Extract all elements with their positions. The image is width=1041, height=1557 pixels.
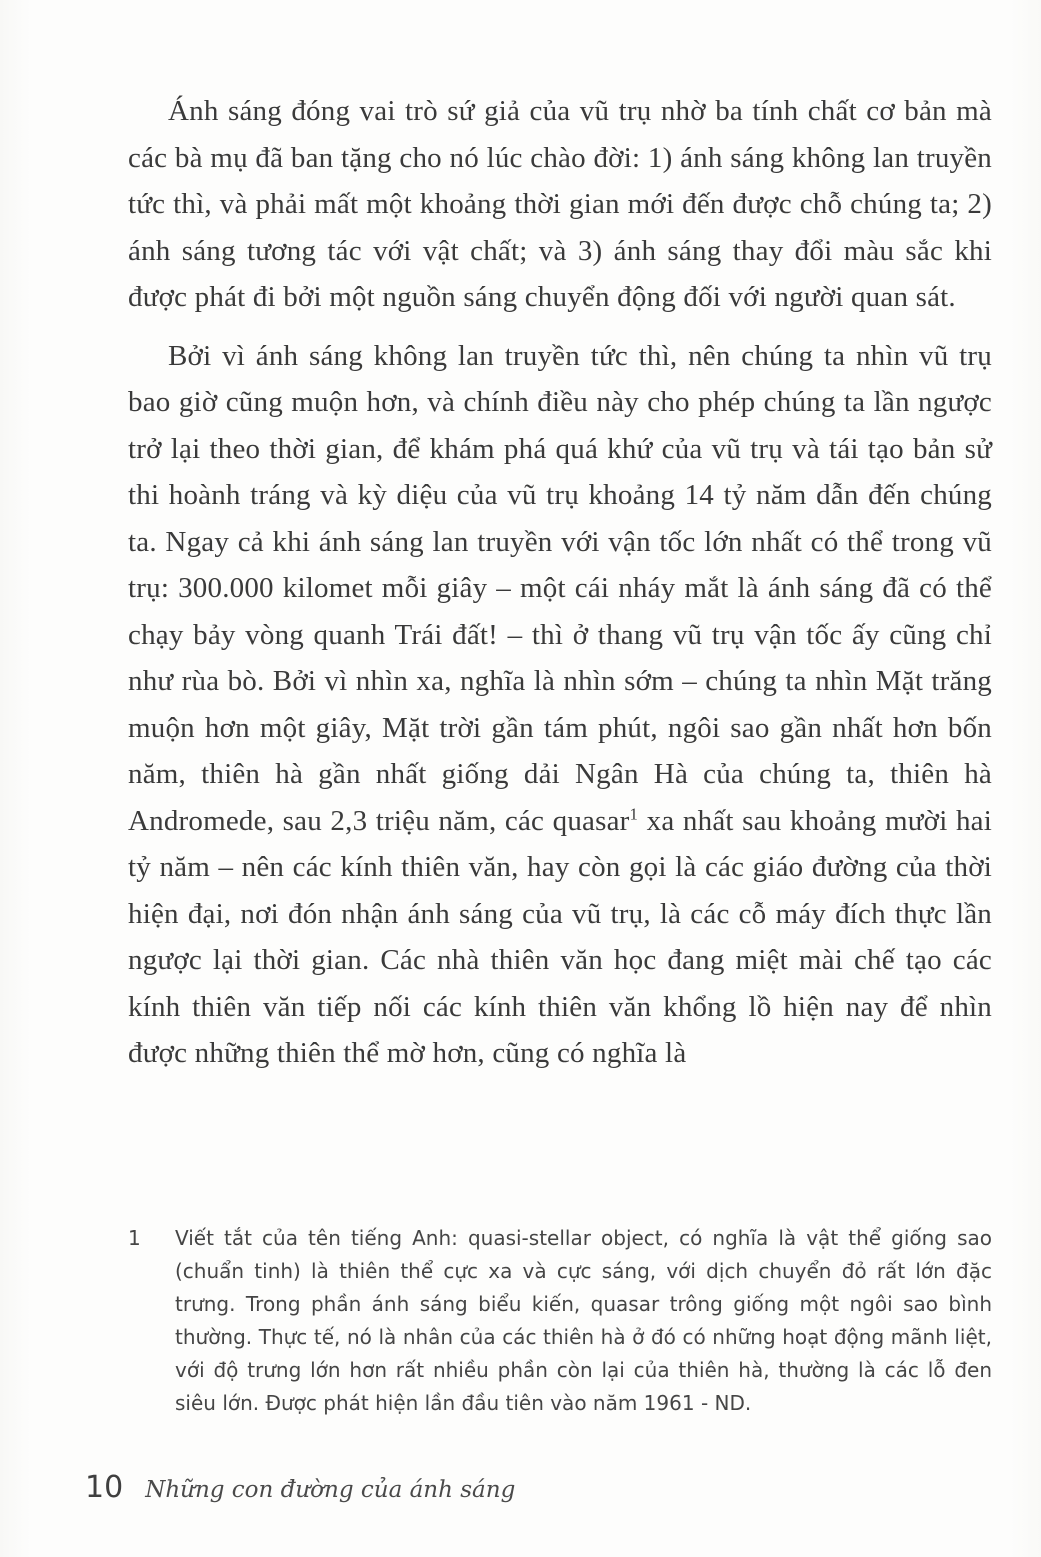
paragraph-2 <box>128 333 992 1077</box>
footnote-text: Viết tắt của tên tiếng Anh: quasi-stellar object, có nghĩa là vật thể giống sao (chuẩn tinh) là thiên thể cực xa và cực sáng, với dịch chuyển đỏ rất lớn đặc trưng. Trong phần ánh sáng biểu kiến, quasar trông giống một ngôi sao bình thường. Thực tế, nó là nhân của các thiên hà ở đó có những hoạt động mãnh liệt, với độ trưng lớn hơn rất nhiều phần còn lại của thiên hà, thường là các lỗ đen siêu lớn. Được phát hiện lần đầu tiên vào năm 1961 - ND. <box>175 1226 992 1415</box>
paragraph-2-text: Bởi vì ánh sáng không lan truyền tức thì, nên chúng ta nhìn vũ trụ bao giờ cũng muộn hơn, và chính điều này cho phép chúng ta lần ngược trở lại theo thời gian, để khám phá quá khứ của vũ trụ và tái tạo bản sử thi hoành tráng và kỳ diệu của vũ trụ khoảng 14 tỷ năm dẫn đến chúng ta. Ngay cả khi ánh sáng lan truyền với vận tốc lớn nhất có thể trong vũ trụ: 300.000 kilomet mỗi giây – một cái nháy mắt là ánh sáng đã có thể chạy bảy vòng quanh Trái đất! – thì ở thang vũ trụ vận tốc ấy cũng chỉ như rùa bò. Bởi vì nhìn xa, nghĩa là nhìn sớm – chúng ta nhìn Mặt trăng muộn hơn một giây, Mặt trời gần tám phút, ngôi sao gần nhất hơn bốn năm, thiên hà gần nhất giống dải Ngân Hà của chúng ta, thiên hà Andromede, sau 2,3 triệu năm, các quasar <box>128 339 992 837</box>
page-number: 10 <box>85 1470 124 1505</box>
page-footer <box>85 1470 515 1505</box>
book-title: Những con đường của ánh sáng <box>145 1477 516 1503</box>
footnote <box>128 1222 992 1420</box>
main-text-block <box>128 88 992 1077</box>
paragraph-2-continuation: xa nhất sau khoảng mười hai tỷ năm – nên các kính thiên văn, hay còn gọi là các giáo đường của thời hiện đại, nơi đón nhận ánh sáng của vũ trụ, là các cỗ máy đích thực lần ngược lại thời gian. Các nhà thiên văn học đang miệt mài chế tạo các kính thiên văn tiếp nối các kính thiên văn khổng lồ hiện nay để nhìn được những thiên thể mờ hơn, cũng có nghĩa là <box>128 804 993 1069</box>
footnote-reference-mark: 1 <box>629 803 639 823</box>
paragraph-1: Ánh sáng đóng vai trò sứ giả của vũ trụ nhờ ba tính chất cơ bản mà các bà mụ đã ban tặng cho nó lúc chào đời: 1) ánh sáng không lan truyền tức thì, và phải mất một khoảng thời gian mới đến được chỗ chúng ta; 2) ánh sáng tương tác với vật chất; và 3) ánh sáng thay đổi màu sắc khi được phát đi bởi một nguồn sáng chuyển động đối với người quan sát. <box>128 95 992 313</box>
footnote-marker: 1 <box>128 1226 141 1250</box>
